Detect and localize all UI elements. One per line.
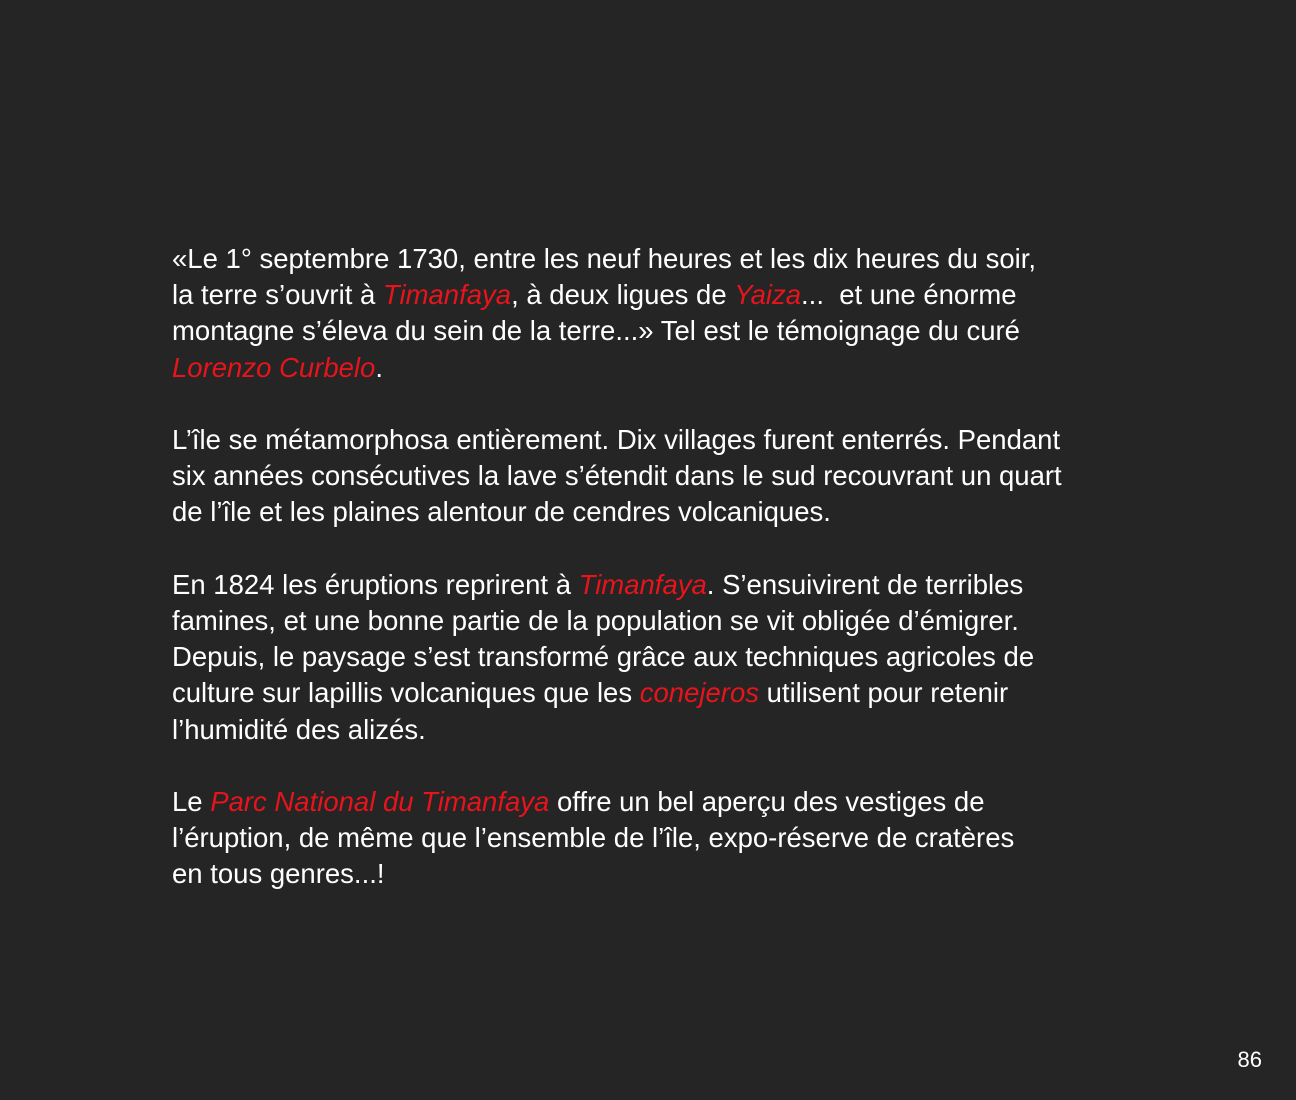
text-run: . S’ensuivirent de terribles	[706, 568, 1024, 600]
paragraph	[172, 567, 1172, 748]
text-run: .	[375, 351, 383, 383]
text-run: En 1824 les éruptions reprirent à	[172, 568, 579, 600]
text-run: l’éruption, de même que l’ensemble de l’île, expo-réserve de cratères	[172, 822, 1015, 854]
text-run: famines, et une bonne partie de la population se vit obligée d’émigrer.	[172, 605, 1019, 636]
highlighted-term: Timanfaya	[578, 568, 707, 600]
page-number: 86	[1237, 1047, 1262, 1072]
paragraph	[172, 784, 1172, 893]
text-run: de l’île et les plaines alentour de cendres volcaniques.	[172, 496, 831, 528]
text-run: L’île se métamorphosa entièrement. Dix villages furent enterrés. Pendant	[172, 424, 1061, 455]
highlighted-term: Parc National du Timanfaya	[210, 786, 550, 817]
highlighted-term: Yaiza	[734, 279, 802, 311]
text-run: utilisent pour retenir	[759, 677, 1009, 709]
text-run: six années consécutives la lave s’étendit dans le sud recouvrant un quart	[172, 460, 1062, 492]
paragraph	[172, 241, 1172, 386]
text-run: , à deux ligues de	[511, 279, 735, 311]
text-run: ... et une énorme	[801, 279, 1017, 311]
text-run: «Le 1° septembre 1730, entre les neuf heures et les dix heures du soir,	[172, 243, 1037, 274]
text-run: Depuis, le paysage s’est transformé grâce aux techniques agricoles de	[172, 641, 1035, 673]
text-run: en tous genres...!	[172, 858, 385, 890]
text-run: Le	[172, 786, 211, 817]
paragraph	[172, 422, 1172, 531]
text-run: culture sur lapillis volcaniques que les	[172, 677, 640, 709]
text-run: l’humidité des alizés.	[172, 713, 426, 745]
text-run: montagne s’éleva du sein de la terre...» Tel est le témoignage du curé	[172, 315, 1020, 347]
text-run: la terre s’ouvrit à	[172, 279, 383, 311]
highlighted-term: Lorenzo Curbelo	[172, 351, 376, 383]
highlighted-term: conejeros	[639, 677, 759, 709]
body-text	[172, 241, 1172, 893]
text-run: offre un bel aperçu des vestiges de	[549, 786, 985, 817]
highlighted-term: Timanfaya	[382, 279, 512, 311]
